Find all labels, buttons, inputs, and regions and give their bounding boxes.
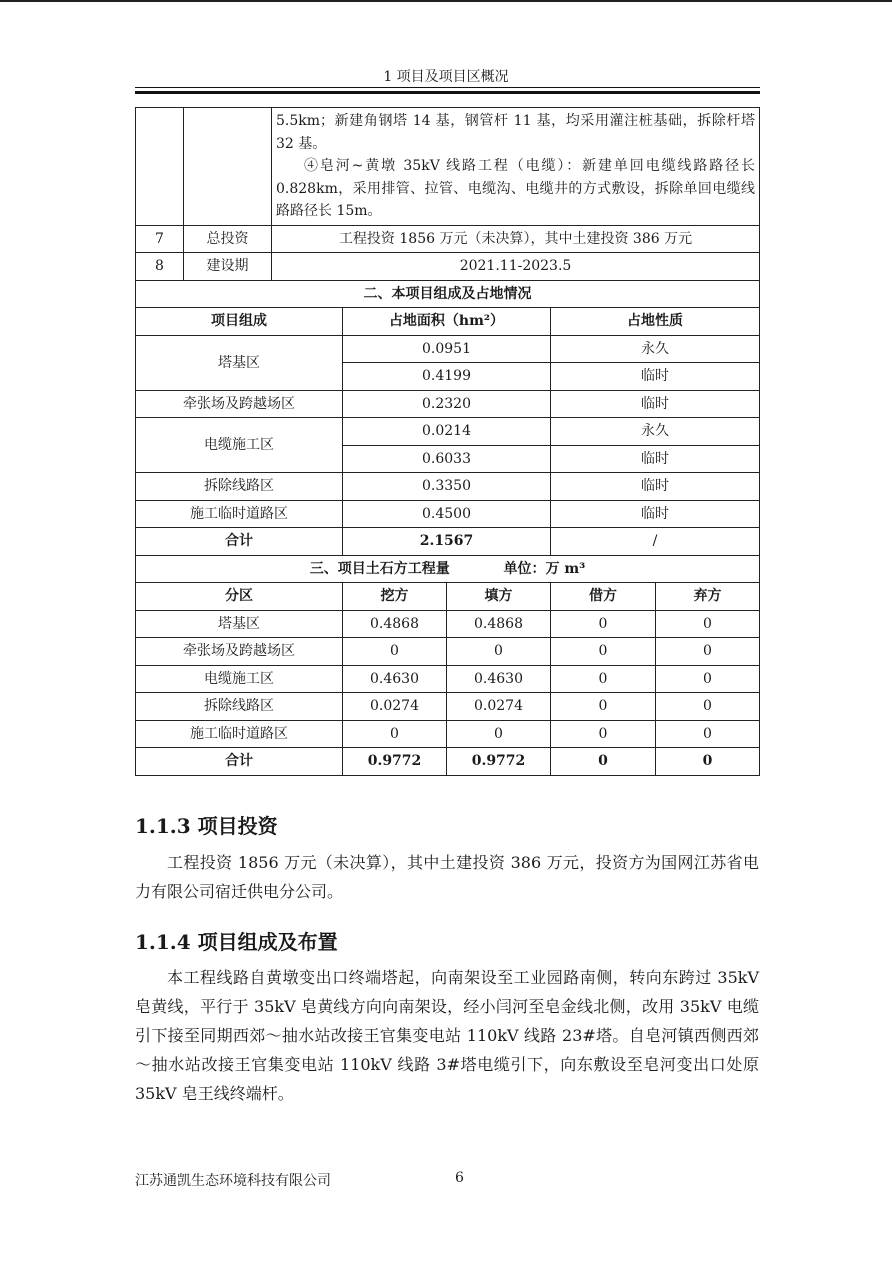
- earthwork-cell: 0: [656, 720, 760, 748]
- page-top-edge: [0, 0, 892, 2]
- footer-company: 江苏通凯生态环境科技有限公司: [135, 1173, 331, 1189]
- earthwork-cell: 0: [656, 610, 760, 638]
- table-row: [136, 390, 760, 418]
- earthwork-total-label: 合计: [136, 748, 343, 776]
- table-row: [136, 638, 760, 666]
- column-header: 项目组成: [136, 308, 343, 336]
- table-row: [136, 253, 760, 281]
- column-header: 填方: [447, 583, 551, 611]
- earthwork-cell: 0.0274: [343, 693, 447, 721]
- row-number: 7: [136, 225, 184, 253]
- land-area-value: 0.6033: [343, 445, 551, 473]
- column-header: 占地面积（hm²）: [343, 308, 551, 336]
- earthwork-total-cell: 0.9772: [343, 748, 447, 776]
- earthwork-cell: 0: [343, 720, 447, 748]
- earthwork-cell: 0: [447, 638, 551, 666]
- row-value: 2021.11-2023.5: [272, 253, 760, 281]
- land-area-value: 0.0951: [343, 335, 551, 363]
- land-type-value: 永久: [551, 335, 760, 363]
- investment-paragraph: 工程投资 1856 万元（未决算），其中土建投资 386 万元，投资方为国网江苏省电力有限公司宿迁供电分公司。: [135, 853, 759, 901]
- land-area-value: 0.2320: [343, 390, 551, 418]
- table-row: [136, 665, 760, 693]
- earthwork-total-cell: 0.9772: [447, 748, 551, 776]
- table-row: [136, 500, 760, 528]
- earthwork-total-cell: 0: [551, 748, 656, 776]
- land-type-value: 临时: [551, 390, 760, 418]
- running-header: 1 项目及项目区概况: [383, 69, 509, 85]
- earthwork-zone: 拆除线路区: [136, 693, 343, 721]
- row-number: 8: [136, 253, 184, 281]
- row-label: 总投资: [184, 225, 272, 253]
- line-description-cell: [272, 108, 760, 226]
- table-cell-empty: [184, 108, 272, 226]
- table-row: [136, 610, 760, 638]
- table-row: [136, 720, 760, 748]
- description-line: ④皂河~黄墩 35kV 线路工程（电缆）：新建单回电缆线路路径长 0.828km，采用排管、拉管、电缆沟、电缆井的方式敷设，拆除单回电缆线路路径长 15m。: [276, 158, 756, 219]
- section-heading-layout: 1.1.4 项目组成及布置: [135, 930, 338, 954]
- table-row: [136, 473, 760, 501]
- table-row: [136, 308, 760, 336]
- land-area-name: 拆除线路区: [136, 473, 343, 501]
- column-header: 分区: [136, 583, 343, 611]
- earthwork-total-cell: 0: [656, 748, 760, 776]
- land-total-label: 合计: [136, 528, 343, 556]
- table-row: [136, 748, 760, 776]
- land-area-value: 0.4199: [343, 363, 551, 391]
- earthwork-cell: 0: [343, 638, 447, 666]
- land-type-value: 临时: [551, 445, 760, 473]
- earthwork-section-title: [136, 555, 760, 583]
- column-header: 弃方: [656, 583, 760, 611]
- earthwork-cell: 0: [551, 665, 656, 693]
- land-area-value: 0.0214: [343, 418, 551, 446]
- earthwork-unit-label: 单位：万 m³: [503, 560, 586, 577]
- table-row: [136, 108, 760, 226]
- earthwork-cell: 0: [656, 665, 760, 693]
- column-header: 占地性质: [551, 308, 760, 336]
- earthwork-cell: 0: [551, 610, 656, 638]
- earthwork-title-text: 三、项目土石方工程量: [309, 560, 450, 577]
- table-row: [136, 693, 760, 721]
- land-total-type: /: [551, 528, 760, 556]
- page-number: 6: [455, 1170, 464, 1186]
- table-row: [136, 280, 760, 308]
- land-type-value: 永久: [551, 418, 760, 446]
- earthwork-cell: 0: [656, 693, 760, 721]
- land-type-value: 临时: [551, 363, 760, 391]
- earthwork-cell: 0.4630: [343, 665, 447, 693]
- land-area-name: 施工临时道路区: [136, 500, 343, 528]
- earthwork-cell: 0: [656, 638, 760, 666]
- table-row: [136, 225, 760, 253]
- land-area-value: 0.3350: [343, 473, 551, 501]
- section-heading-investment: 1.1.3 项目投资: [135, 814, 278, 838]
- land-total-area: 2.1567: [343, 528, 551, 556]
- earthwork-zone: 牵张场及跨越场区: [136, 638, 343, 666]
- earthwork-cell: 0.0274: [447, 693, 551, 721]
- table-cell-empty: [136, 108, 184, 226]
- row-label: 建设期: [184, 253, 272, 281]
- row-value: 工程投资 1856 万元（未决算），其中土建投资 386 万元: [272, 225, 760, 253]
- table-row: [136, 528, 760, 556]
- land-area-value: 0.4500: [343, 500, 551, 528]
- column-header: 挖方: [343, 583, 447, 611]
- earthwork-cell: 0: [447, 720, 551, 748]
- header-rule-thick: [135, 91, 760, 94]
- header-rule-thin: [135, 87, 760, 88]
- earthwork-zone: 塔基区: [136, 610, 343, 638]
- land-type-value: 临时: [551, 473, 760, 501]
- column-header: 借方: [551, 583, 656, 611]
- table-row: [136, 335, 760, 363]
- earthwork-zone: 电缆施工区: [136, 665, 343, 693]
- table-row: [136, 418, 760, 446]
- land-section-title: 二、本项目组成及占地情况: [136, 280, 760, 308]
- land-area-name: 牵张场及跨越场区: [136, 390, 343, 418]
- description-line: 5.5km；新建角钢塔 14 基，钢管杆 11 基，均采用灌注桩基础，拆除杆塔 32 基。: [276, 113, 756, 152]
- earthwork-cell: 0: [551, 693, 656, 721]
- table-row: [136, 555, 760, 583]
- layout-paragraph: 本工程线路自黄墩变出口终端塔起，向南架设至工业园路南侧，转向东跨过 35kV 皂黄线，平行于 35kV 皂黄线方向向南架设，经小闫河至皂金线北侧，改用 35kV 电缆引下接至同期西郊～抽水站改接王官集变电站 110kV 线路 23#塔。自皂河镇西侧西郊～抽水站改接王官集变电站 110kV 线路 3#塔电缆引下，向东敷设至皂河变出口处原 35kV 皂王线终端杆。: [135, 968, 759, 1103]
- land-type-value: 临时: [551, 500, 760, 528]
- earthwork-zone: 施工临时道路区: [136, 720, 343, 748]
- earthwork-cell: 0.4630: [447, 665, 551, 693]
- land-area-name: 塔基区: [136, 335, 343, 390]
- land-area-name: 电缆施工区: [136, 418, 343, 473]
- earthwork-cell: 0.4868: [447, 610, 551, 638]
- earthwork-cell: 0.4868: [343, 610, 447, 638]
- earthwork-cell: 0: [551, 720, 656, 748]
- project-overview-table: [135, 107, 760, 776]
- table-row: [136, 583, 760, 611]
- earthwork-cell: 0: [551, 638, 656, 666]
